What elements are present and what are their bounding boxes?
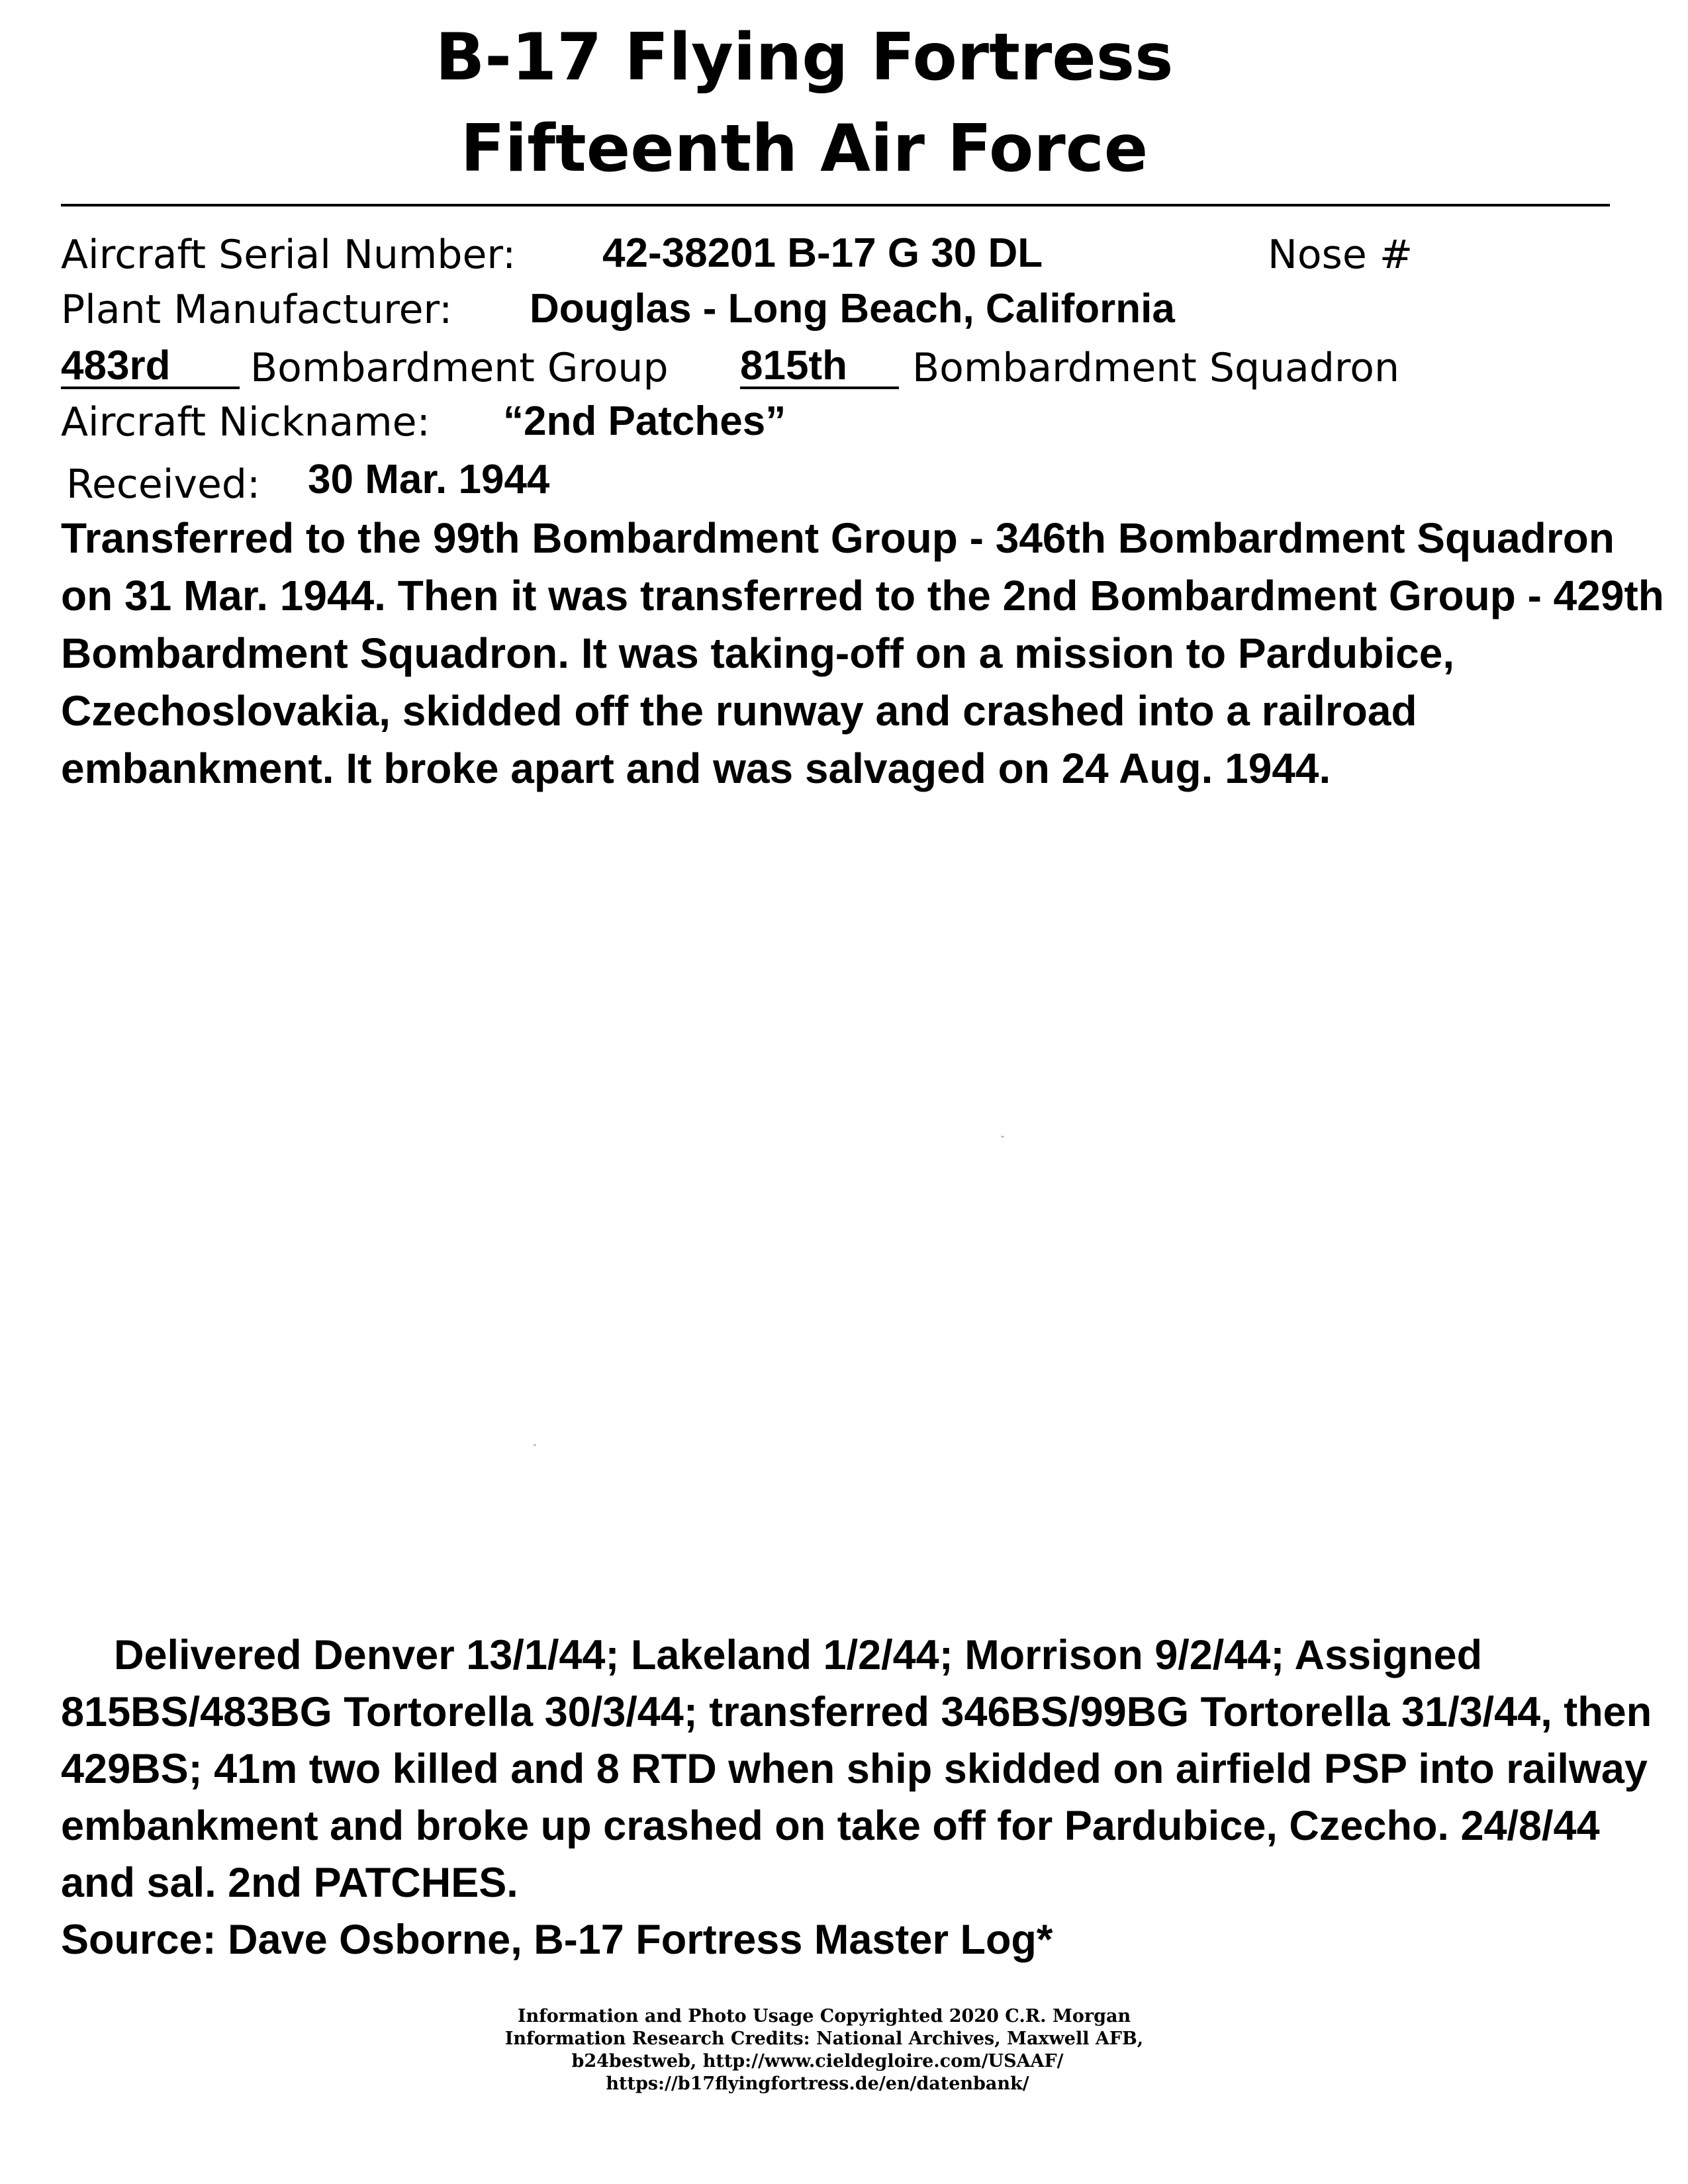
received-value: 30 Mar. 1944	[308, 457, 550, 502]
received-label: Received:	[66, 461, 261, 508]
bombardment-group-label: Bombardment Group	[250, 345, 669, 391]
credits-url-line-1: b24bestweb, http://www.cieldegloire.com/USAAF/	[571, 2051, 1064, 2071]
page-title-line-1: B-17 Flying Fortress	[435, 20, 1174, 95]
copyright-line: Information and Photo Usage Copyrighted 2020 C.R. Morgan	[517, 2006, 1131, 2026]
credits-url-line-2: https://b17flyingfortress.de/en/datenbank/	[606, 2073, 1029, 2094]
master-log-paragraph	[61, 1627, 1669, 1911]
research-credits-line: Information Research Credits: National Archives, Maxwell AFB,	[504, 2028, 1144, 2049]
nickname-label: Aircraft Nickname:	[61, 399, 430, 445]
page-title-line-2: Fifteenth Air Force	[460, 111, 1149, 187]
credits-block	[0, 2005, 1609, 2095]
nickname-value: “2nd Patches”	[503, 398, 786, 444]
master-log-text: Delivered Denver 13/1/44; Lakeland 1/2/44; Morrison 9/2/44; Assigned 815BS/483BG Tortorella 30/3/44; transferred 346BS/99BG Tortorella 31/3/44, then 429BS; 41m two killed and 8 RTD when ship skidded on airfield PSP into railway embankment and broke up crashed on take off for Pardubice, Czecho. 24/8/44 and sal. 2nd PATCHES.	[61, 1632, 1652, 1906]
source-line: Source: Dave Osborne, B-17 Fortress Master Log*	[61, 1917, 1053, 1963]
scan-speck	[534, 1444, 536, 1446]
serial-number-value: 42-38201 B-17 G 30 DL	[602, 230, 1043, 276]
manufacturer-value: Douglas - Long Beach, California	[530, 286, 1175, 332]
bombardment-squadron-label: Bombardment Squadron	[912, 345, 1399, 391]
nose-number-label: Nose #	[1268, 232, 1413, 278]
manufacturer-label: Plant Manufacturer:	[61, 287, 453, 333]
scan-speck	[1001, 1136, 1004, 1138]
serial-number-label: Aircraft Serial Number:	[61, 232, 516, 278]
squadron-number-value: 815th	[740, 345, 899, 389]
history-paragraph: Transferred to the 99th Bombardment Group - 346th Bombardment Squadron on 31 Mar. 1944. Then it was transferred to the 2nd Bombardment Group - 429th Bombardment Squadron. It was taking-off on a mission to Pardubice, Czechoslovakia, skidded off the runway and crashed into a railroad embankment. It broke apart and was salvaged on 24 Aug. 1944.	[61, 514, 1664, 792]
title-divider	[61, 204, 1610, 206]
group-number-value: 483rd	[61, 345, 240, 389]
